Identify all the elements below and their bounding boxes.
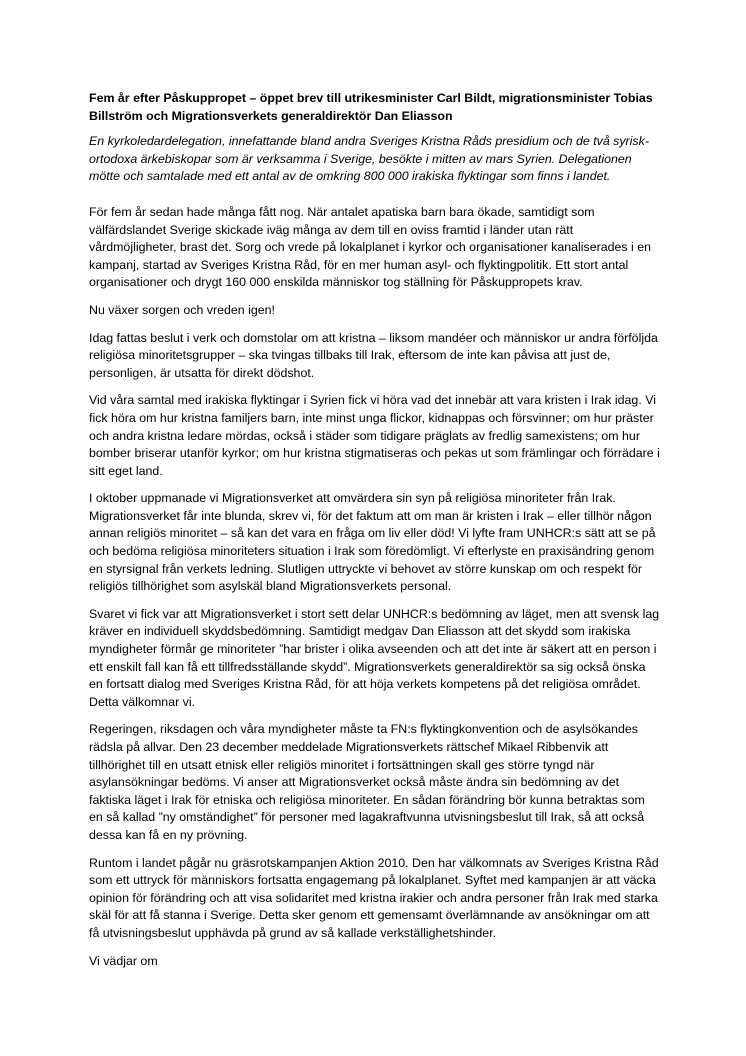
paragraph-5: I oktober uppmanade vi Migrationsverket att omvärdera sin syn på religiösa minoriteter från Irak. Migrationsverket får inte blunda, skrev vi, för det faktum att om man är kristen i Irak – eller tillhör någon annan religiös minoritet – så kan det vara en fråga om liv eller död! Vi lyfte fram UNHCR:s sätt att se på och bedöma religiösa minoriteters situation i Irak som föredömligt. Vi efterlyste en praxisändring genom en styrsignal från verkets ledning. Slutligen uttryckte vi behovet av större kunskap om och respekt för religiös tillhörighet som asylskäl bland Migrationsverkets personal. <box>89 491 656 594</box>
paragraph-9: Vi vädjar om <box>89 953 158 968</box>
document-title: Fem år efter Påskuppropet – öppet brev till utrikesminister Carl Bildt, migrationsminister Tobias Billström och Migrationsverkets generaldirektör Dan Eliasson <box>89 91 653 123</box>
paragraph-1: För fem år sedan hade många fått nog. När antalet apatiska barn bara ökade, samtidigt som välfärdslandet Sverige skickade iväg många av dem till en oviss framtid i länder utan rätt vårdmöjligheter, brast det. Sorg och vrede på lokalplanet i kyrkor och organisationer kanaliserades i en kampanj, startad av Sveriges Kristna Råd, för en mer human asyl- och flyktingpolitik. Ett stort antal organisationer och drygt 160 000 enskilda människor tog ställning för Påskuppropets krav. <box>89 204 652 290</box>
paragraph-3: Idag fattas beslut i verk och domstolar om att kristna – liksom mandéer och människor ur andra förföljda religiösa minoritetsgrupper – ska tvingas tillbaks till Irak, eftersom de inte kan påvisa att just de, personligen, är utsatta för direkt dödshot. <box>89 330 658 380</box>
document-lead: En kyrkoledardelegation, innefattande bland andra Sveriges Kristna Råds presidium och de två syrisk-ortodoxa ärkebiskopar som är verksamma i Sverige, besökte i mitten av mars Syrien. Delegationen mötte och samtalade med ett antal av de omkring 800 000 irakiska flyktingar som finns i landet. <box>89 134 649 184</box>
paragraph-2: Nu växer sorgen och vreden igen! <box>89 302 275 317</box>
paragraph-7: Regeringen, riksdagen och våra myndigheter måste ta FN:s flyktingkonvention och de asylsökandes rädsla på allvar. Den 23 december meddelade Migrationsverkets rättschef Mikael Ribbenvik att tillhörighet till en utsatt etnisk eller religiös minoritet i fortsättningen skall ges större tyngd när asylansökningar bedöms. Vi anser att Migrationsverket också måste ändra sin bedömning av det faktiska läget i Irak för etniska och religiösa minoriteter. En sådan förändring bör kunna betraktas som en så kallad ”ny omständighet” för personer med lagakraftvunna utvisningsbeslut till Irak, så att också dessa kan få en ny prövning. <box>89 722 645 842</box>
document-page <box>89 90 661 980</box>
paragraph-4: Vid våra samtal med irakiska flyktingar i Syrien fick vi höra vad det innebär att vara kristen i Irak idag. Vi fick höra om hur kristna familjers barn, inte minst unga flickor, kidnappas och försvinner; om hur präster och andra kristna ledare mördas, också i städer som tidigare präglats av fredlig samexistens; om hur bomber briserar utanför kyrkor; om hur kristna stigmatiseras och pekas ut som främlingar och förrädare i sitt eget land. <box>89 393 660 478</box>
paragraph-8: Runtom i landet pågår nu gräsrotskampanjen Aktion 2010. Den har välkomnats av Sveriges Kristna Råd som ett uttryck för människors fortsatta engagemang på lokalplanet. Syftet med kampanjen är att väcka opinion för förändring och att visa solidaritet med kristna irakier och andra personer från Irak med starka skäl för att få stanna i Sverige. Detta sker genom ett gemensamt överlämnande av ansökningar om att få utvisningsbeslut upphävda på grund av så kallade verkställighetshinder. <box>89 855 659 940</box>
paragraph-6: Svaret vi fick var att Migrationsverket i stort sett delar UNHCR:s bedömning av läget, men att svensk lag kräver en individuell skyddsbedömning. Samtidigt medgav Dan Eliasson att det skydd som irakiska myndigheter förmår ge minoriteter ”har brister i olika avseenden och att det inte är säkert att en person i ett enskilt fall kan få ett tillfredsställande skydd”. Migrationsverkets generaldirektör sa sig också önska en fortsatt dialog med Sveriges Kristna Råd, för att höja verkets kompetens på det religiösa området. Detta välkomnar vi. <box>89 606 660 709</box>
